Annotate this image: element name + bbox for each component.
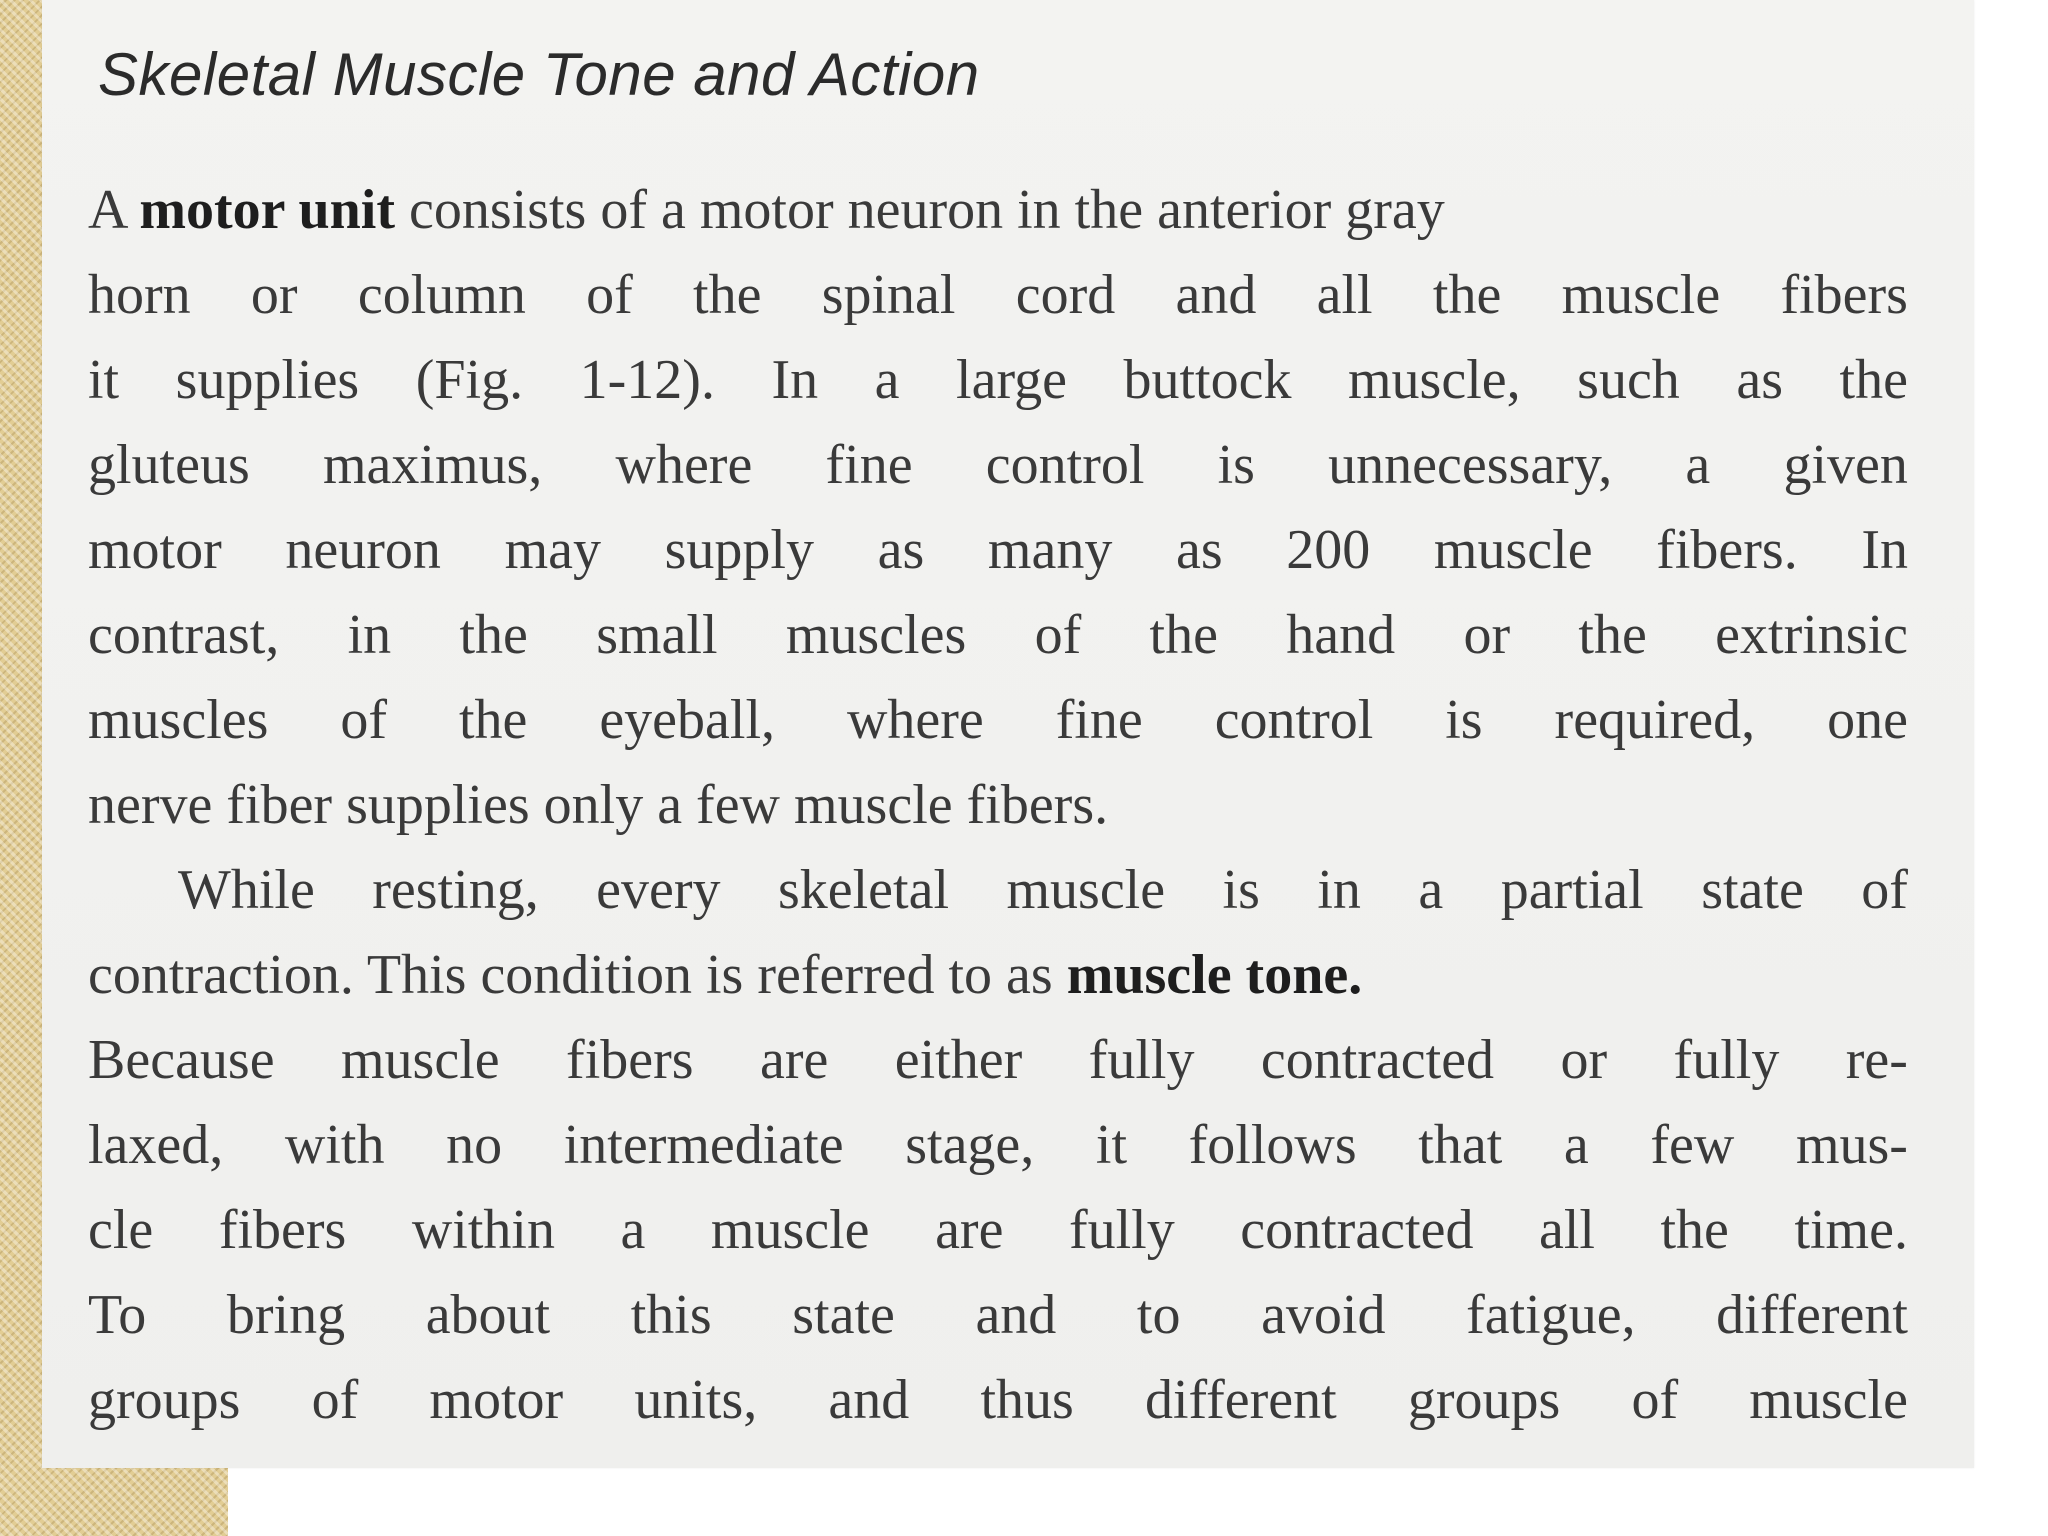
paragraph-muscle-tone — [88, 848, 1908, 1443]
text-line: nerve fiber supplies only a few muscle fibers. — [88, 774, 1109, 836]
text-line: groups of motor units, and thus different groups of muscle — [88, 1369, 1908, 1431]
paragraph-motor-unit — [88, 168, 1908, 848]
text-line: muscles of the eyeball, where fine control is required, one — [88, 689, 1908, 751]
text-line: contrast, in the small muscles of the hand or the extrinsic — [88, 604, 1908, 666]
term-muscle-tone: muscle tone. — [1066, 944, 1363, 1006]
text-line — [88, 168, 1908, 253]
text-line-content: A motor unit consists of a motor neuron in the anterior gray — [88, 179, 1445, 241]
body-text — [88, 168, 1908, 1443]
text-line-content: contraction. This condition is referred to as muscle tone. — [88, 944, 1363, 1006]
text-line: To bring about this state and to avoid fatigue, different — [88, 1284, 1908, 1346]
text-line — [88, 933, 1908, 1018]
text-line: gluteus maximus, where fine control is unnecessary, a given — [88, 434, 1908, 496]
text-line: horn or column of the spinal cord and all the muscle fibers — [88, 264, 1908, 326]
text-line: laxed, with no intermediate stage, it follows that a few mus- — [88, 1114, 1908, 1176]
term-motor-unit: motor unit — [139, 179, 395, 241]
text-line: While resting, every skeletal muscle is in a partial state of — [178, 859, 1908, 921]
text-line: Because muscle fibers are either fully contracted or fully re- — [88, 1029, 1908, 1091]
text-line: it supplies (Fig. 1-12). In a large buttock muscle, such as the — [88, 349, 1908, 411]
text-line: cle fibers within a muscle are fully contracted all the time. — [88, 1199, 1908, 1261]
text-line: motor neuron may supply as many as 200 muscle fibers. In — [88, 519, 1908, 581]
section-heading: Skeletal Muscle Tone and Action — [98, 41, 980, 108]
